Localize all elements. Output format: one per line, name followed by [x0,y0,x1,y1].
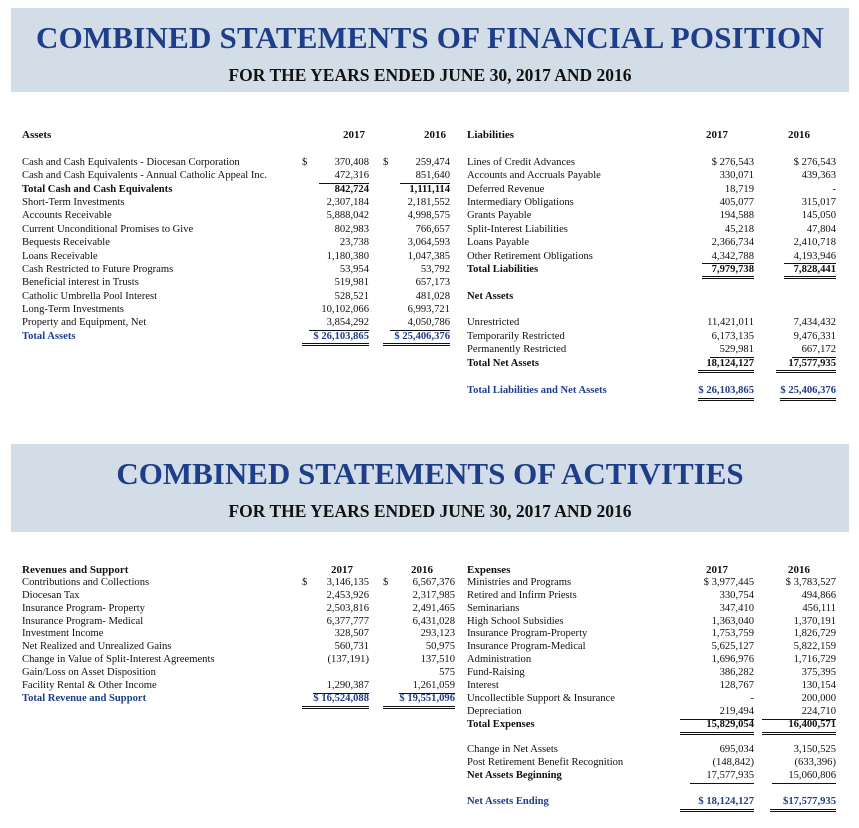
total-revenue-2017: $ 16,524,088 [302,693,369,709]
expenses-header: Expenses [467,564,511,576]
expense-2016-row [762,590,836,603]
expense-2016-row [762,603,836,616]
total-expenses-label: Total Expenses [467,718,535,730]
revenue-2017-row [302,577,369,590]
expense-2016-row [762,654,836,667]
asset-2016-value: 851,640 [400,169,450,183]
liabilities-2017-column [680,129,754,398]
revenue-label: Contributions and Collections [22,576,150,588]
expense-label: Insurance Program-Medical [467,641,586,653]
net-assets-ending-2016: $17,577,935 [770,796,836,812]
asset-label: Cash and Cash Equivalents - Annual Catholic Appeal Inc. [22,170,268,182]
expense-2017-row [680,654,754,667]
revenue-2016-row [383,628,455,641]
total-liab-net-label: Total Liabilities and Net Assets [467,385,607,397]
asset-2017-row [302,303,369,316]
net-asset-2017-value: 11,421,011 [707,317,754,329]
asset-2016-row [383,156,450,169]
revenue-2017-value: (137,191) [327,654,369,666]
expense-label: Administration [467,654,532,666]
expense-label: Interest [467,680,499,692]
asset-2016-row [383,250,450,263]
revenue-2017-row [302,667,369,680]
total-expenses-2017: 15,829,054 [680,719,754,735]
expense-2017-value: 386,282 [719,667,754,679]
revenue-label: Facility Rental & Other Income [22,680,157,692]
revenue-2017-row [302,680,369,693]
revenue-2016-row [383,641,455,654]
asset-2017-value: 370,408 [334,156,369,168]
liability-2016-value: $ 276,543 [793,156,836,168]
revenue-2017-value: 3,146,135 [326,576,369,588]
expense-2016-value: 1,370,191 [793,615,836,627]
expenses-2016-header: 2016 [788,564,810,576]
expense-2016-row [762,577,836,590]
total-liab-net-2017: $ 26,103,865 [698,384,754,400]
asset-label: Short-Term Investments [22,196,125,208]
liability-2016-value: 145,050 [801,210,836,222]
asset-2016-row [383,316,450,329]
assets-2017-header: 2017 [343,129,365,141]
revenues-2017-header: 2017 [331,564,353,576]
liability-2017-row [680,209,754,222]
expense-2017-value: 347,410 [719,602,754,614]
liabilities-header: Liabilities [467,129,515,141]
asset-2017-value: 802,983 [334,223,369,235]
liability-2017-row [680,156,754,169]
liability-label: Split-Interest Liabilities [467,223,568,235]
expense-2017-row [680,628,754,641]
asset-label: Catholic Umbrella Pool Interest [22,290,158,302]
asset-2017-row [302,183,369,196]
revenue-2016-value: 137,510 [420,654,455,666]
asset-2017-row [302,316,369,329]
expense-2016-value: 224,710 [762,706,836,720]
asset-2016-dollar-sign: $ [383,156,389,168]
change-2017-value: 695,034 [719,744,754,756]
liability-2016-value: 47,804 [806,223,836,235]
change-2016-row [762,757,836,770]
liability-2016-row [762,209,836,222]
asset-2017-value: 472,316 [319,169,369,183]
net-asset-2016-value: 667,172 [792,343,836,357]
liability-2016-value: 315,017 [801,196,836,208]
net-asset-label: Unrestricted [467,317,520,329]
liability-2016-row [762,183,836,196]
expense-2016-row [762,693,836,706]
asset-2016-row [383,196,450,209]
net-asset-label: Temporarily Restricted [467,330,565,342]
revenue-2017-row [302,590,369,603]
net-asset-2017-value: 529,981 [710,343,754,357]
asset-label: Current Unconditional Promises to Give [22,223,194,235]
revenue-label: Net Realized and Unrealized Gains [22,641,172,653]
liabilities-2016-column [762,129,836,398]
asset-2017-row [302,196,369,209]
revenues-2017-column [302,564,369,706]
liability-2017-value: 2,366,734 [711,237,754,249]
asset-label: Loans Receivable [22,250,98,262]
liability-2017-row [680,196,754,209]
asset-2016-row [383,276,450,289]
revenue-label: Gain/Loss on Asset Disposition [22,667,156,679]
change-2016-row [762,744,836,757]
expense-2016-row [762,628,836,641]
revenue-2017-value: 2,453,926 [326,589,369,601]
liability-2017-row [680,250,754,263]
revenue-2016-row [383,654,455,667]
financial-position-subtitle: FOR THE YEARS ENDED JUNE 30, 2017 AND 2016 [228,65,632,85]
activities-subtitle: FOR THE YEARS ENDED JUNE 30, 2017 AND 2016 [228,501,632,521]
asset-label: Bequests Receivable [22,237,110,249]
expense-2017-row [680,603,754,616]
revenue-label: Insurance Program- Medical [22,615,144,627]
liability-2017-row [680,169,754,182]
asset-2017-row [302,276,369,289]
net-assets-ending-2017: $ 18,124,127 [680,796,754,812]
asset-2016-row [383,183,450,196]
expense-label: High School Subsidies [467,615,564,627]
liability-2016-row [762,156,836,169]
revenue-label: Insurance Program- Property [22,602,145,614]
asset-2017-value: 2,307,184 [326,196,369,208]
revenue-2017-value: 1,290,387 [313,680,369,694]
change-label: Post Retirement Benefit Recognition [467,757,624,769]
expense-2016-row [762,667,836,680]
asset-2017-value: 3,854,292 [309,316,369,330]
expense-2016-value: 375,395 [801,667,836,679]
change-2016-value: 3,150,525 [793,744,836,756]
revenues-labels [22,564,294,706]
net-asset-2016-row [762,330,836,343]
asset-2017-row [302,263,369,276]
activities-title: COMBINED STATEMENTS OF ACTIVITIES [116,456,744,491]
expense-2017-value: 1,753,759 [711,628,754,640]
asset-2017-row [302,169,369,182]
total-revenue-2016: $ 19,551,096 [383,693,455,709]
liabilities-labels [467,129,677,398]
change-2016-value: (633,396) [794,757,836,769]
asset-label: Total Cash and Cash Equivalents [22,183,173,195]
net-assets-ending-label: Net Assets Ending [467,796,549,808]
revenues-2016-column [383,564,455,706]
asset-2017-value: 519,981 [334,277,369,289]
expense-2017-value: 1,363,040 [711,615,754,627]
revenue-2016-value: 2,491,465 [412,602,455,614]
asset-label: Beneficial interest in Trusts [22,277,139,289]
expense-2017-row [680,577,754,590]
change-2017-row [680,744,754,757]
revenue-2017-dollar-sign: $ [302,576,308,588]
assets-2017-column [302,129,369,343]
asset-2017-row [302,250,369,263]
total-assets-2017: $ 26,103,865 [302,330,369,346]
total-liabilities-2017: 7,979,738 [702,263,754,279]
revenue-2016-value: 6,431,028 [412,615,455,627]
total-liabilities-2016: 7,828,441 [784,263,836,279]
liability-2017-row [680,223,754,236]
liability-2016-value: - [832,183,836,195]
liability-label: Lines of Credit Advances [467,156,575,168]
expense-2017-row [680,667,754,680]
revenue-2017-value: 6,377,777 [326,615,369,627]
asset-label: Long-Term Investments [22,304,124,316]
expense-2016-value: 494,866 [801,589,836,601]
expenses-2017-header: 2017 [706,564,728,576]
assets-header: Assets [22,129,52,141]
total-net-assets-2016: 17,577,935 [776,357,836,373]
asset-2017-value: 1,180,380 [326,250,369,262]
liability-label: Grants Payable [467,210,532,222]
expense-2016-row [762,641,836,654]
revenue-2016-row [383,577,455,590]
liability-2016-row [762,236,836,249]
liability-2017-value: $ 276,543 [711,156,754,168]
net-asset-2017-row [680,330,754,343]
assets-labels [22,129,294,343]
expenses-2016-column [762,564,836,809]
total-revenue-label: Total Revenue and Support [22,692,147,704]
liability-2016-row [762,196,836,209]
expense-2016-value: 5,822,159 [793,641,836,653]
revenues-2016-header: 2016 [411,564,433,576]
revenue-2016-row [383,616,455,629]
total-liab-net-2016: $ 25,406,376 [780,384,836,400]
revenue-2017-value: 560,731 [334,641,369,653]
change-2017-row [680,757,754,770]
assets-2016-header: 2016 [424,129,446,141]
liability-2017-row [680,183,754,196]
asset-2017-value: 528,521 [334,290,369,302]
expense-2016-value: 456,111 [802,602,836,614]
asset-2017-row [302,223,369,236]
change-label: Change in Net Assets [467,744,558,756]
expense-2017-value: $ 3,977,445 [703,576,754,588]
asset-label: Property and Equipment, Net [22,317,147,329]
liability-2016-value: 4,193,946 [784,250,836,264]
revenue-2016-row [383,590,455,603]
revenue-2017-row [302,641,369,654]
asset-2016-value: 3,064,593 [407,237,450,249]
expense-label: Uncollectible Support & Insurance [467,692,615,704]
asset-2017-value: 53,954 [339,263,369,275]
asset-2016-value: 4,998,575 [407,210,450,222]
total-net-assets-2017: 18,124,127 [698,357,754,373]
asset-2016-value: 657,173 [415,277,450,289]
total-net-assets-label: Total Net Assets [467,357,539,369]
revenue-2016-value: 6,567,376 [412,576,455,588]
liability-2016-value: 439,363 [801,170,836,182]
expense-2017-row [680,693,754,706]
expense-2017-row [680,641,754,654]
revenues-header: Revenues and Support [22,564,129,576]
expense-2017-row [680,616,754,629]
liability-2016-row [762,250,836,263]
revenue-2016-row [383,680,455,693]
revenue-2017-row [302,616,369,629]
asset-label: Cash Restricted to Future Programs [22,263,174,275]
revenue-2016-value: 1,261,059 [399,680,455,694]
expense-2016-row [762,616,836,629]
liability-label: Accounts and Accruals Payable [467,170,601,182]
asset-2017-value: 23,738 [339,237,369,249]
asset-2016-value: 766,657 [415,223,450,235]
asset-2016-row [383,209,450,222]
liability-2017-value: 405,077 [719,196,754,208]
asset-2016-row [383,303,450,316]
revenue-label: Investment Income [22,628,104,640]
liability-2017-row [680,236,754,249]
expenses-labels [467,564,677,809]
expense-2016-value: 1,716,729 [793,654,836,666]
liability-label: Intermediary Obligations [467,196,574,208]
expense-2016-value: 1,826,729 [793,628,836,640]
revenue-label: Diocesan Tax [22,589,80,601]
expense-2016-row [762,706,836,719]
expense-2017-value: 330,754 [719,589,754,601]
liability-2016-row [762,169,836,182]
expense-2017-value: 1,696,976 [711,654,754,666]
asset-2016-value: 6,993,721 [407,304,450,316]
net-assets-beginning-label: Net Assets Beginning [467,770,562,782]
expense-label: Seminarians [467,602,520,614]
asset-2016-value: 1,047,385 [407,250,450,262]
liability-2017-value: 18,719 [724,183,754,195]
expense-2017-row [680,706,754,719]
revenue-2016-row [383,667,455,680]
liabilities-2016-header: 2016 [788,129,810,141]
asset-2017-value: 842,724 [334,183,369,195]
expense-2017-row [680,680,754,693]
liability-2017-value: 330,071 [719,170,754,182]
revenue-2016-dollar-sign: $ [383,576,389,588]
revenue-2017-row [302,654,369,667]
liability-2016-value: 2,410,718 [793,237,836,249]
expense-2017-value: 128,767 [719,680,754,692]
expense-label: Insurance Program-Property [467,628,588,640]
asset-2016-value: 53,792 [420,263,450,275]
liability-2017-value: 194,588 [719,210,754,222]
asset-2016-row [383,236,450,249]
net-asset-2016-row [762,343,836,356]
total-expenses-2016: 16,400,571 [762,719,836,735]
asset-2017-dollar-sign: $ [302,156,308,168]
change-2017-value: (148,842) [712,757,754,769]
asset-2016-value: 1,111,114 [409,183,450,195]
revenue-2017-value: 2,503,816 [326,602,369,614]
revenue-2016-value: 50,975 [425,641,455,653]
expense-2017-row [680,590,754,603]
liability-label: Other Retirement Obligations [467,250,593,262]
liability-2017-value: 45,218 [724,223,754,235]
expense-label: Depreciation [467,705,522,717]
expense-label: Retired and Infirm Priests [467,589,577,601]
liability-2017-value: 4,342,788 [702,250,754,264]
revenue-2017-value: 328,507 [334,628,369,640]
asset-label: Accounts Receivable [22,210,112,222]
asset-2017-row [302,209,369,222]
liability-label: Deferred Revenue [467,183,545,195]
expense-2016-value: $ 3,783,527 [785,576,836,588]
net-assets-header: Net Assets [467,290,514,302]
activities-banner [11,444,849,532]
revenue-2016-value: 2,317,985 [412,589,455,601]
asset-2016-value: 2,181,552 [407,196,450,208]
expense-2017-value: 5,625,127 [711,641,754,653]
total-assets-label: Total Assets [22,330,76,342]
asset-2016-row [383,290,450,303]
asset-2017-row [302,290,369,303]
net-asset-2016-value: 9,476,331 [793,330,836,342]
revenue-2016-value: 293,123 [420,628,455,640]
total-liabilities-label: Total Liabilities [467,263,539,275]
revenue-2017-row [302,603,369,616]
liability-label: Loans Payable [467,237,530,249]
net-asset-2017-row [680,343,754,356]
asset-2017-row [302,156,369,169]
expense-2016-value: 200,000 [801,692,836,704]
total-assets-2016: $ 25,406,376 [383,330,450,346]
assets-2016-column [383,129,450,343]
expense-2016-row [762,680,836,693]
expense-2017-value: 219,494 [680,706,754,720]
liabilities-2017-header: 2017 [706,129,728,141]
net-asset-2017-row [680,316,754,329]
net-assets-beginning-2017: 17,577,935 [690,770,754,784]
expense-label: Fund-Raising [467,667,525,679]
expenses-2017-column [680,564,754,809]
asset-2016-value: 481,028 [415,290,450,302]
asset-label: Cash and Cash Equivalents - Diocesan Corporation [22,156,240,168]
net-asset-2016-row [762,316,836,329]
revenue-2016-row [383,603,455,616]
financial-position-title: COMBINED STATEMENTS OF FINANCIAL POSITION [36,20,824,55]
expense-2016-value: 130,154 [801,680,836,692]
liability-2016-row [762,223,836,236]
net-asset-2017-value: 6,173,135 [711,330,754,342]
asset-2017-row [302,236,369,249]
asset-2016-row [383,169,450,182]
net-asset-2016-value: 7,434,432 [793,317,836,329]
revenue-2016-value: 575 [439,667,455,679]
revenue-2017-row [302,628,369,641]
net-assets-beginning-2016: 15,060,806 [772,770,836,784]
net-asset-label: Permanently Restricted [467,344,567,356]
asset-2017-value: 10,102,066 [321,304,369,316]
asset-2016-value: 259,474 [415,156,450,168]
asset-2016-value: 4,050,786 [390,316,450,330]
financial-position-banner [11,8,849,92]
expense-2017-value: - [750,692,754,704]
asset-2017-value: 5,888,042 [326,210,369,222]
revenue-label: Change in Value of Split-Interest Agreements [22,654,215,666]
asset-2016-row [383,263,450,276]
expense-label: Ministries and Programs [467,576,572,588]
asset-2016-row [383,223,450,236]
